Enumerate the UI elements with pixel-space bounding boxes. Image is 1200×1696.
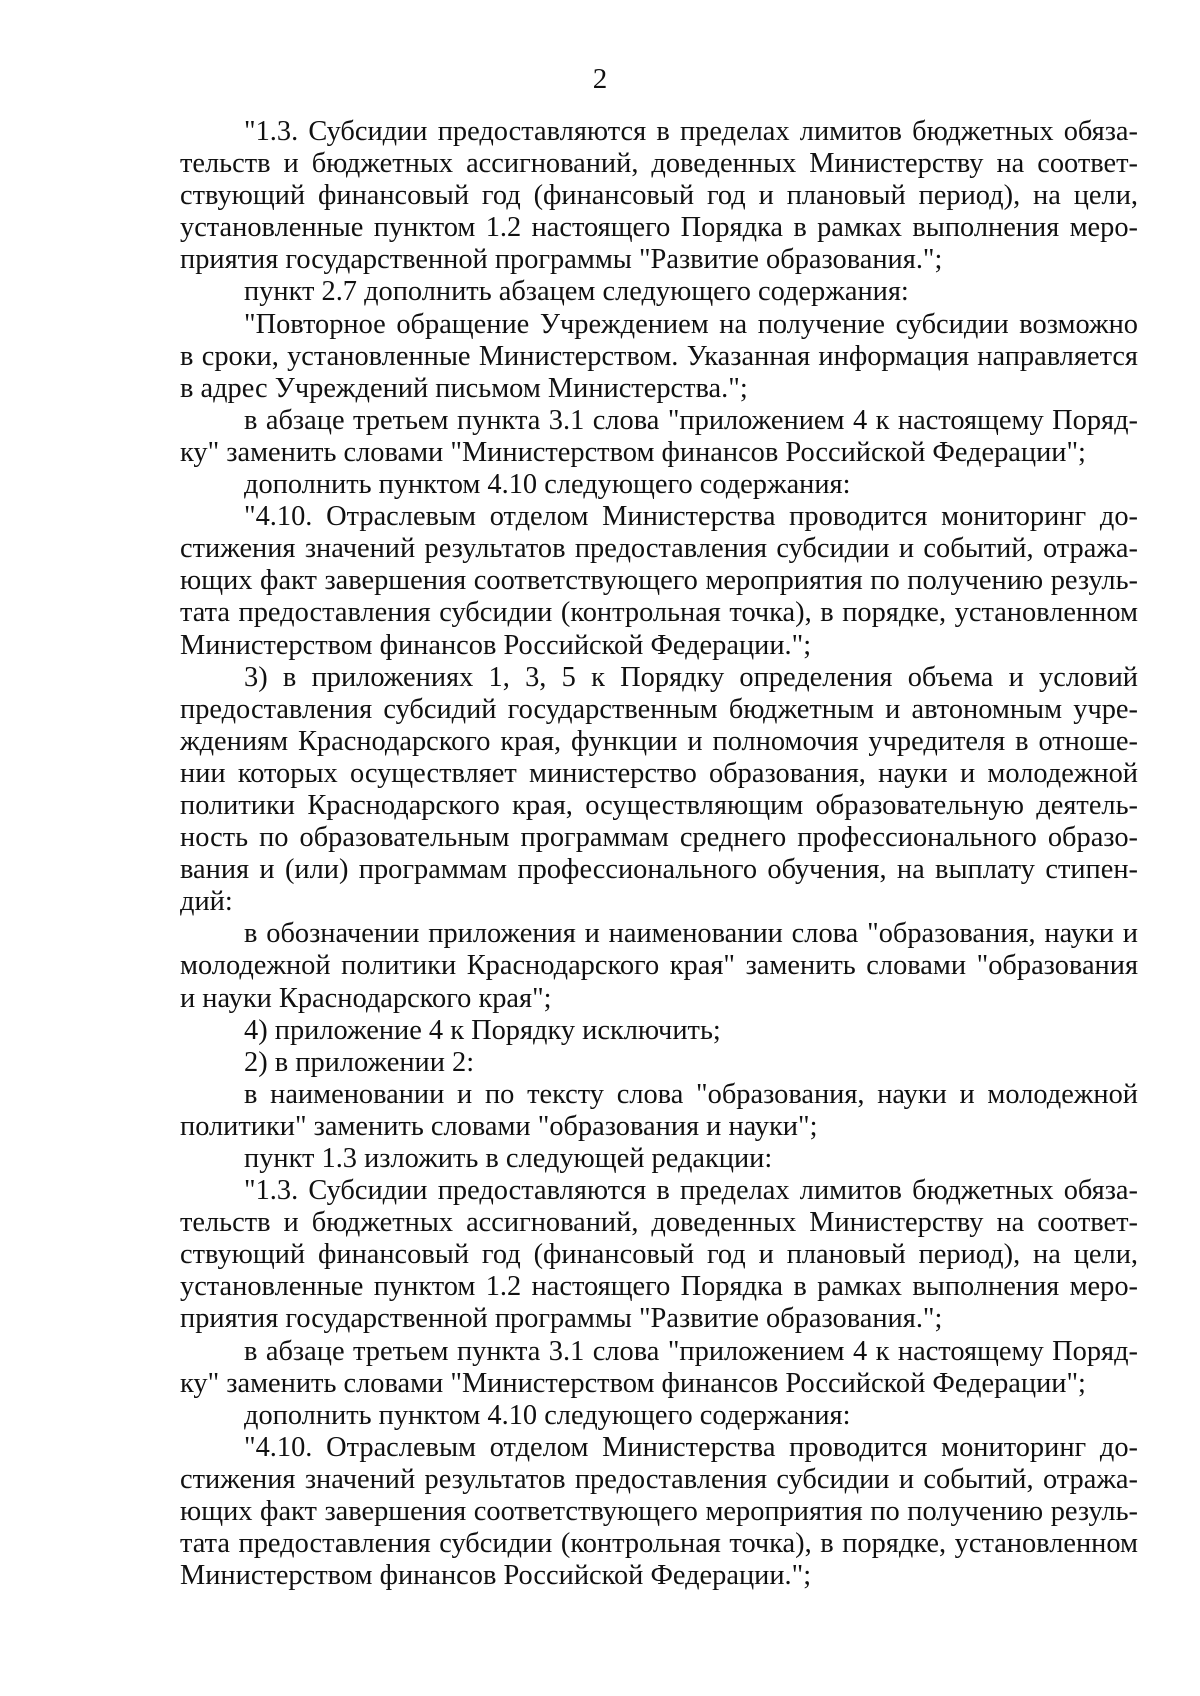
text-line: Министерством финансов Российской Федерации."; — [180, 1560, 812, 1592]
text-line: Министерством финансов Российской Федерации."; — [180, 629, 812, 661]
text-line: ность по образовательным программам среднего профессионального образо- — [180, 822, 1138, 854]
text-line: "1.3. Субсидии предоставляются в пределах лимитов бюджетных обяза- — [244, 116, 1138, 147]
paragraph-p8 — [180, 918, 1138, 1014]
paragraph-p15 — [180, 1400, 1138, 1432]
text-line: ствующий финансовый год (финансовый год и плановый период), на цели, — [180, 1239, 1138, 1271]
paragraph-p13 — [180, 1175, 1138, 1335]
text-line: стижения значений результатов предоставления субсидии и событий, отража- — [180, 1463, 1138, 1495]
text-line: ющих факт завершения соответствующего мероприятия по получению резуль- — [180, 1496, 1138, 1528]
text-line: тата предоставления субсидии (контрольная точка), в порядке, установленном — [180, 597, 1138, 629]
text-line: предоставления субсидий государственным бюджетным и автономным учре- — [180, 693, 1138, 725]
paragraph-p16 — [180, 1432, 1138, 1592]
paragraph-p3 — [180, 309, 1138, 405]
text-line: "4.10. Отраслевым отделом Министерства проводится мониторинг до- — [244, 1431, 1138, 1463]
text-line: приятия государственной программы "Развитие образования."; — [180, 1303, 943, 1335]
text-line: 3) в приложениях 1, 3, 5 к Порядку определения объема и условий — [244, 661, 1138, 693]
text-line: тельств и бюджетных ассигнований, доведенных Министерству на соответ- — [180, 148, 1138, 180]
text-line: тельств и бюджетных ассигнований, доведенных Министерству на соответ- — [180, 1207, 1138, 1239]
paragraph-p6 — [180, 501, 1138, 661]
text-line: ждениям Краснодарского края, функции и полномочия учредителя в отноше- — [180, 725, 1138, 757]
text-line: пункт 2.7 дополнить абзацем следующего содержания: — [244, 276, 909, 308]
text-line: ку" заменить словами "Министерством финансов Российской Федерации"; — [180, 1367, 1086, 1399]
text-line: установленные пунктом 1.2 настоящего Порядка в рамках выполнения меро- — [180, 212, 1138, 244]
paragraph-p1 — [180, 116, 1138, 276]
text-line: в адрес Учреждений письмом Министерства."; — [180, 372, 748, 404]
text-line: 4) приложение 4 к Порядку исключить; — [244, 1014, 721, 1046]
text-line: дополнить пунктом 4.10 следующего содержания: — [244, 1399, 851, 1431]
paragraph-p9 — [180, 1015, 1138, 1047]
text-line: политики Краснодарского края, осуществляющим образовательную деятель- — [180, 789, 1138, 821]
paragraph-p5 — [180, 469, 1138, 501]
text-line: пункт 1.3 изложить в следующей редакции: — [244, 1143, 773, 1174]
text-line: 2) в приложении 2: — [244, 1046, 475, 1078]
paragraph-p14 — [180, 1336, 1138, 1400]
text-line: "4.10. Отраслевым отделом Министерства проводится мониторинг до- — [244, 501, 1138, 533]
page-number: 2 — [592, 63, 608, 95]
text-line: стижения значений результатов предоставления субсидии и событий, отража- — [180, 533, 1138, 565]
text-line: в наименовании и по тексту слова "образования, науки и молодежной — [244, 1078, 1138, 1110]
text-line: в сроки, установленные Министерством. Указанная информация направляется — [180, 340, 1138, 372]
paragraph-p12 — [180, 1143, 1138, 1175]
text-line: в абзаце третьем пункта 3.1 слова "приложением 4 к настоящему Поряд- — [244, 1335, 1138, 1367]
text-line: "1.3. Субсидии предоставляются в пределах лимитов бюджетных обяза- — [244, 1175, 1138, 1207]
text-line: дий: — [180, 886, 233, 918]
text-line: ку" заменить словами "Министерством финансов Российской Федерации"; — [180, 436, 1086, 468]
paragraph-p2 — [180, 276, 1138, 308]
text-line: дополнить пунктом 4.10 следующего содержания: — [244, 469, 851, 501]
text-line: в обозначении приложения и наименовании слова "образования, науки и — [244, 918, 1138, 950]
paragraph-p11 — [180, 1079, 1138, 1143]
text-line: "Повторное обращение Учреждением на получение субсидии возможно — [244, 308, 1138, 340]
text-line: приятия государственной программы "Развитие образования."; — [180, 244, 943, 276]
text-line: в абзаце третьем пункта 3.1 слова "приложением 4 к настоящему Поряд- — [244, 404, 1138, 436]
text-line: политики" заменить словами "образования и науки"; — [180, 1110, 818, 1142]
document-body — [180, 116, 1138, 1592]
paragraph-p7 — [180, 662, 1138, 919]
text-line: ющих факт завершения соответствующего мероприятия по получению резуль- — [180, 565, 1138, 597]
text-line: молодежной политики Краснодарского края" заменить словами "образования — [180, 950, 1138, 982]
text-line: вания и (или) программам профессионального обучения, на выплату стипен- — [180, 854, 1138, 886]
paragraph-p10 — [180, 1047, 1138, 1079]
text-line: ствующий финансовый год (финансовый год и плановый период), на цели, — [180, 180, 1138, 212]
text-line: нии которых осуществляет министерство образования, науки и молодежной — [180, 757, 1138, 789]
text-line: тата предоставления субсидии (контрольная точка), в порядке, установленном — [180, 1528, 1138, 1560]
text-line: установленные пунктом 1.2 настоящего Порядка в рамках выполнения меро- — [180, 1271, 1138, 1303]
paragraph-p4 — [180, 405, 1138, 469]
text-line: и науки Краснодарского края"; — [180, 982, 552, 1014]
